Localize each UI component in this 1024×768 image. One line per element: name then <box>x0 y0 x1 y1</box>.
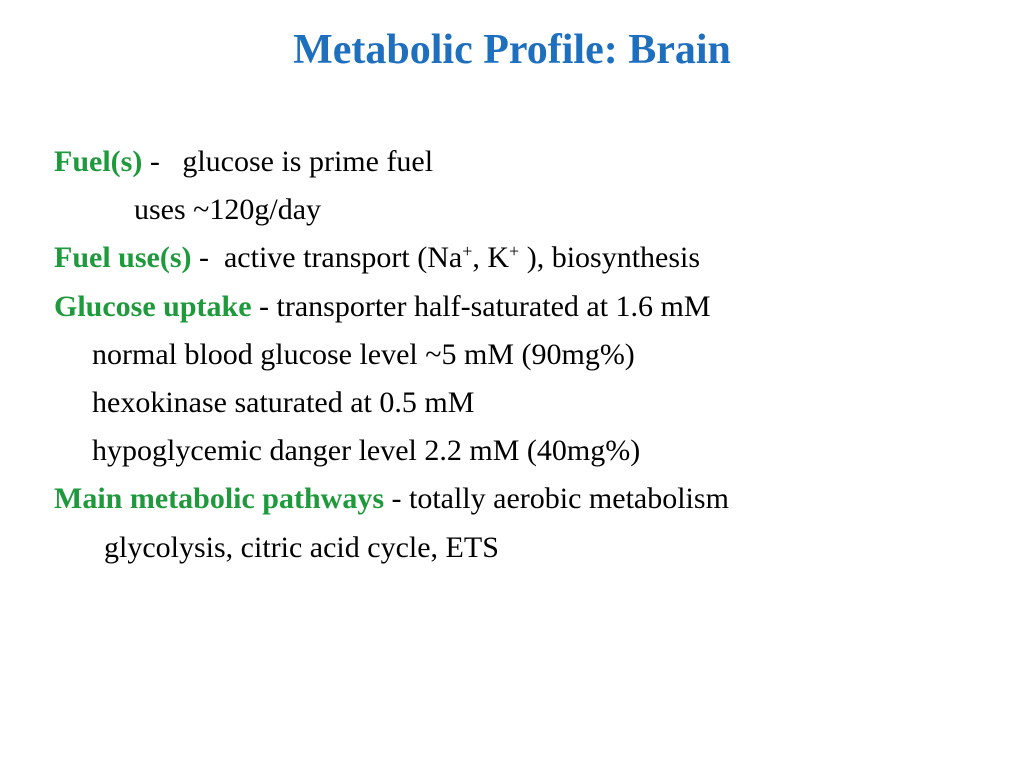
glucose-uptake-line <box>54 283 1004 331</box>
uptake-sub-line-3: hypoglycemic danger level 2.2 mM (40mg%) <box>92 434 641 468</box>
fuel-line <box>54 138 1004 186</box>
potassium-charge: + <box>509 241 520 262</box>
fuel-text: - glucose is prime fuel <box>142 145 434 178</box>
glucose-uptake-label: Glucose uptake <box>54 289 252 323</box>
glucose-uptake-text: - transporter half-saturated at 1.6 mM <box>251 289 711 323</box>
pathways-sub-line: glycolysis, citric acid cycle, ETS <box>104 530 499 564</box>
sodium-charge: + <box>462 241 473 262</box>
pathways-text: - totally aerobic metabolism <box>384 482 729 516</box>
pathways-line <box>54 475 1004 523</box>
fuel-label: Fuel(s) <box>54 145 143 178</box>
pathways-label: Main metabolic pathways <box>54 482 384 516</box>
uptake-sub-line-2: hexokinase saturated at 0.5 mM <box>92 385 475 419</box>
uptake-sub-line-1: normal blood glucose level ~5 mM (90mg%) <box>92 337 635 371</box>
fuel-use-text-b: , K <box>472 241 510 275</box>
fuel-sub-line: uses ~120g/day <box>134 193 322 227</box>
fuel-use-label: Fuel use(s) <box>54 241 192 275</box>
slide-title: Metabolic Profile: Brain <box>293 27 731 73</box>
fuel-use-text-a: - active transport (Na <box>191 241 463 275</box>
fuel-use-line <box>54 234 1004 282</box>
fuel-use-text-c: ), biosynthesis <box>519 241 701 275</box>
slide-body <box>54 138 1004 572</box>
